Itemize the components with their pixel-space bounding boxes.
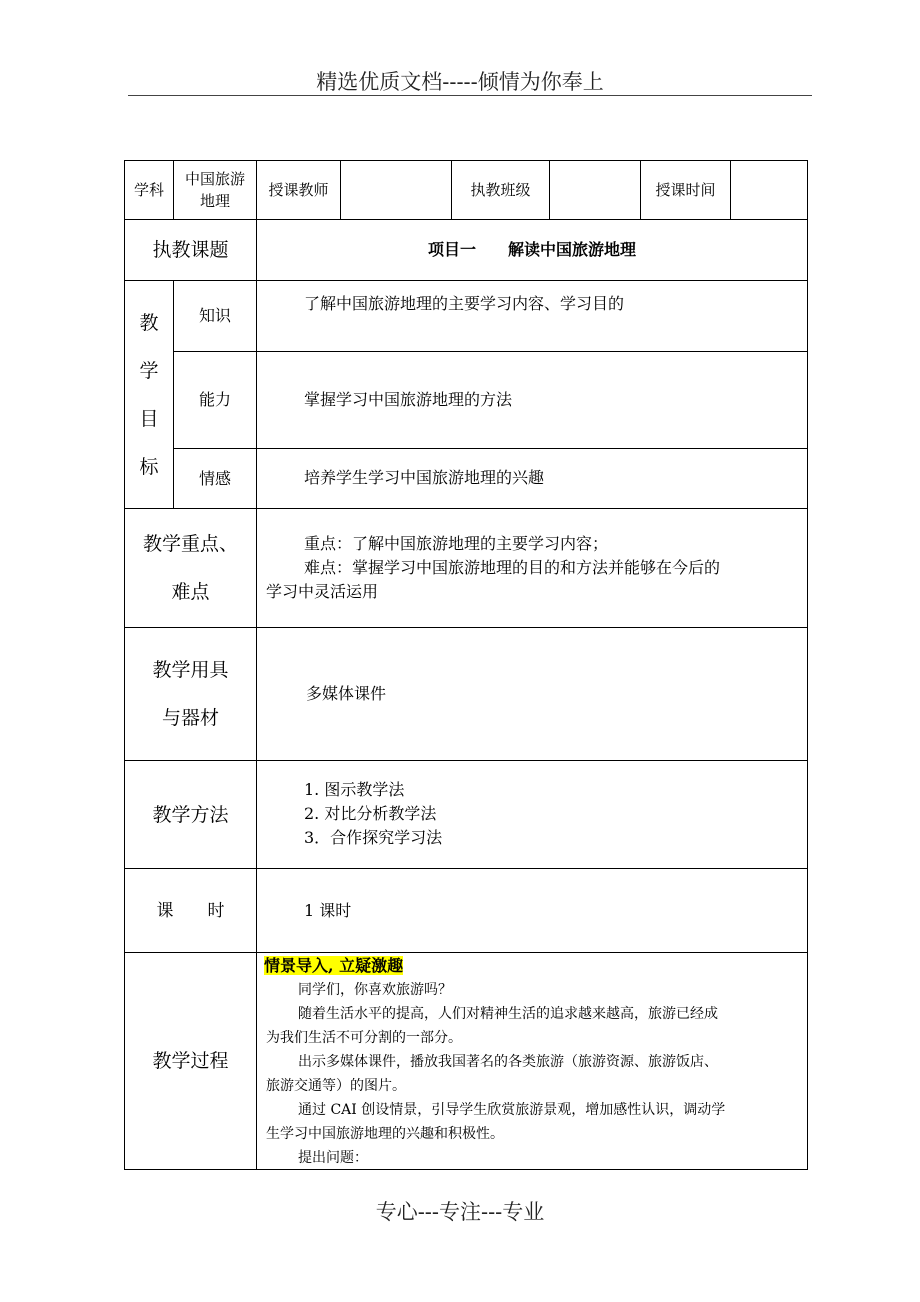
teacher-label: 授课教师 xyxy=(268,181,329,199)
table-border-right xyxy=(807,160,808,1170)
key-point-difficulty-line2: 学习中灵活运用 xyxy=(266,582,379,601)
methods-item: 1. 图示教学法 xyxy=(304,780,405,799)
table-border-bottom xyxy=(124,1169,808,1170)
teacher-value xyxy=(341,161,451,219)
page-header-title: 精选优质文档-----倾情为你奉上 xyxy=(316,70,604,94)
class-value xyxy=(550,161,640,219)
tools-label xyxy=(125,628,256,760)
topic-value: 项目一 解读中国旅游地理 xyxy=(427,240,636,259)
process-line: 提出问题： xyxy=(298,1150,368,1166)
process-line: 随着生活水平的提高，人们对精神生活的追求越来越高，旅游已经成 xyxy=(298,1006,718,1022)
knowledge-value: 了解中国旅游地理的主要学习内容、学习目的 xyxy=(304,294,625,313)
key-point-difficulty-line1: 难点：掌握学习中国旅游地理的目的和方法并能够在今后的 xyxy=(304,558,721,577)
tools-label-line1: 教学用具 xyxy=(152,659,229,681)
methods-label: 教学方法 xyxy=(152,803,229,826)
process-line: 通过 CAI 创设情景，引导学生欣赏旅游景观，增加感性认识，调动学 xyxy=(298,1102,726,1118)
objectives-label-char: 标 xyxy=(139,455,159,478)
process-line: 为我们生活不可分割的一部分。 xyxy=(266,1030,462,1046)
table-column-rule xyxy=(256,160,257,1170)
emotion-value: 培养学生学习中国旅游地理的兴趣 xyxy=(304,468,545,487)
process-line: 同学们，你喜欢旅游吗？ xyxy=(298,982,452,998)
tools-value: 多媒体课件 xyxy=(306,684,387,703)
tools-label-line2: 与器材 xyxy=(161,707,219,729)
key-point-focus: 重点：了解中国旅游地理的主要学习内容； xyxy=(304,534,609,553)
objectives-label-char: 教 xyxy=(139,311,159,334)
subject-value xyxy=(174,161,256,219)
knowledge-label: 知识 xyxy=(198,306,231,325)
subject-label: 学科 xyxy=(133,181,164,199)
hours-value: 1 课时 xyxy=(304,901,352,920)
subject-value-line1: 中国旅游 xyxy=(184,170,245,188)
process-line: 生学习中国旅游地理的兴趣和积极性。 xyxy=(266,1126,504,1142)
ability-value: 掌握学习中国旅游地理的方法 xyxy=(304,390,513,409)
ability-label: 能力 xyxy=(198,390,231,409)
objectives-label-char: 目 xyxy=(139,407,159,430)
time-value xyxy=(731,161,807,219)
page-footer-text: 专心---专注---专业 xyxy=(375,1200,545,1224)
process-label: 教学过程 xyxy=(152,1050,229,1072)
table-rule xyxy=(173,351,808,352)
methods-item: 3．合作探究学习法 xyxy=(304,828,443,847)
topic-label: 执教课题 xyxy=(152,239,229,261)
class-label: 执教班级 xyxy=(470,181,531,199)
key-points-label-line2: 难点 xyxy=(171,581,210,603)
subject-value-line2: 地理 xyxy=(199,192,230,210)
methods-item: 2. 对比分析教学法 xyxy=(304,804,437,823)
key-points-label-line1: 教学重点、 xyxy=(142,533,238,555)
process-line: 出示多媒体课件，播放我国著名的各类旅游（旅游资源、旅游饭店、 xyxy=(298,1054,718,1070)
time-label: 授课时间 xyxy=(655,181,716,199)
process-line: 旅游交通等）的图片。 xyxy=(266,1078,406,1094)
hours-label: 课 时 xyxy=(156,900,225,921)
header-divider xyxy=(128,95,812,96)
objectives-label-char: 学 xyxy=(139,359,159,382)
emotion-label: 情感 xyxy=(198,468,231,488)
objectives-label xyxy=(125,281,173,508)
table-rule xyxy=(173,448,808,449)
key-points-label xyxy=(125,509,256,627)
process-heading xyxy=(264,954,403,979)
process-heading-text: 情景导入, 立疑激趣 xyxy=(264,956,404,975)
lesson-plan-table xyxy=(124,160,808,1170)
